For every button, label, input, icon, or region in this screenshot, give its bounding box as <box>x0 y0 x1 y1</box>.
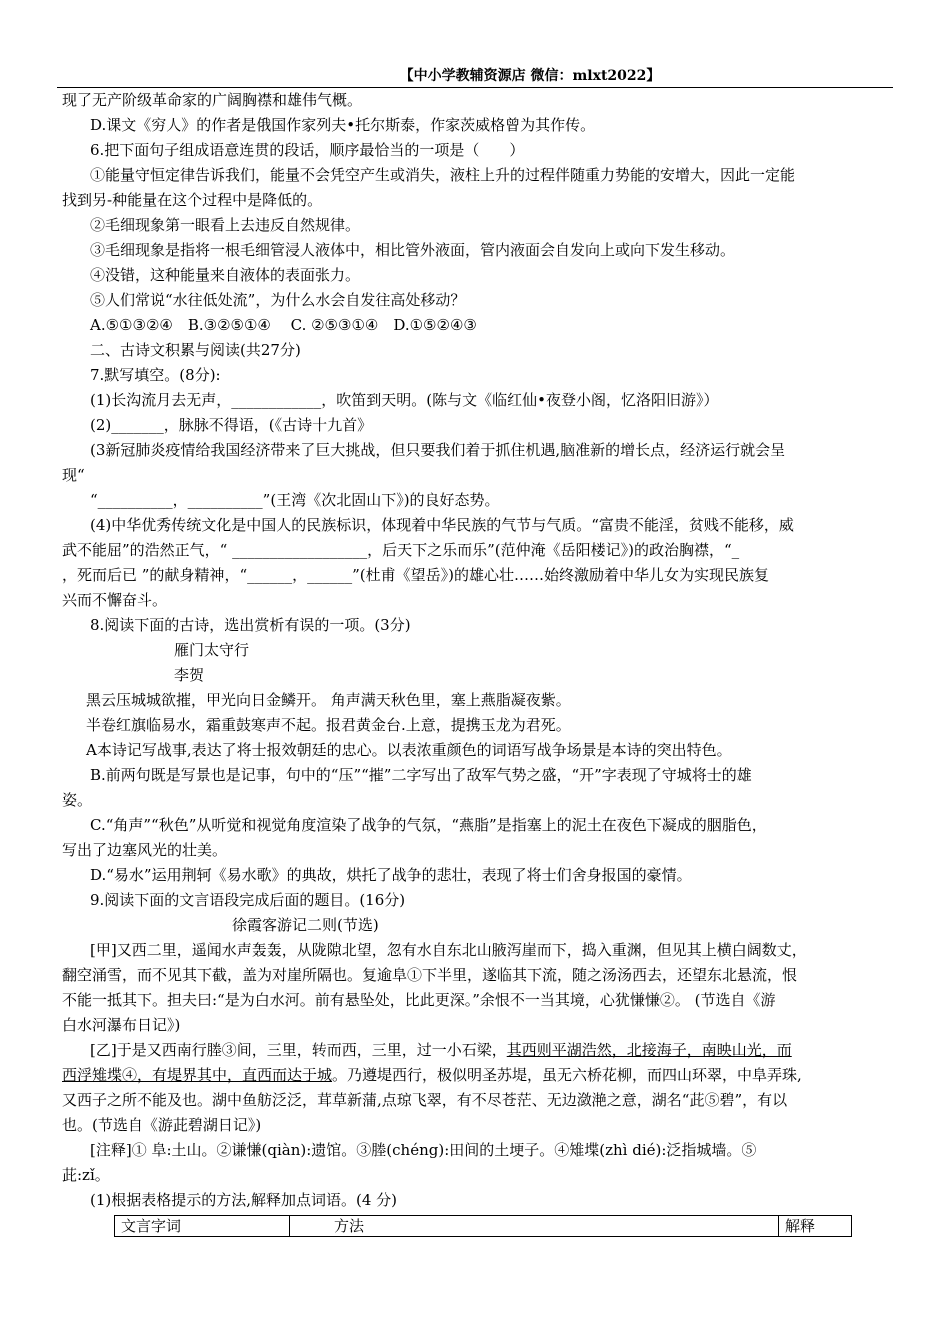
sentence-2: ②毛细现象第一眼看上去违反自然规律。 <box>90 216 361 234</box>
question-8: 8.阅读下面的古诗，选出赏析有误的一项。(3分) <box>90 616 411 634</box>
choice-c: C.“角声”“秋色”从听觉和视觉角度渲染了战争的气氛，“燕脂”是指塞上的泥土在夜色下凝成的胭脂色， <box>90 816 767 834</box>
table-header-cell: 解释 <box>779 1216 852 1237</box>
table-header-row <box>115 1216 852 1237</box>
fill-blank-4-end: 兴而不懈奋斗。 <box>62 591 168 609</box>
question-9: 9.阅读下面的文言语段完成后面的题目。(16分) <box>90 891 406 909</box>
choice-b-cont: 姿。 <box>62 791 93 809</box>
sentence-1: ①能量守恒定律告诉我们，能量不会凭空产生或消失，液柱上升的过程伴随重力势能的安增大，因此一定能 <box>90 166 796 184</box>
fill-blank-4-cont: ，死而后已 ”的献身精神，“______，______”(杜甫《望岳》)的雄心壮……始终激励着中华儿女为实现民族复 <box>62 566 769 584</box>
text-line: 现了无产阶级革命家的广阔胸襟和雄伟气概。 <box>62 91 363 109</box>
answer-table <box>114 1215 852 1237</box>
fill-blank-3-cont: 现“ <box>62 466 85 484</box>
passage-yi-end: 也。(节选自《游茈碧湖日记》) <box>62 1116 262 1134</box>
choice-d: D.“易水”运用荆轲《易水歌》的典故，烘托了战争的悲壮，表现了将士们舍身报国的豪情。 <box>90 866 692 884</box>
underlined-text: 西浮雉堞④，有堤界其中，直西而达于城 <box>62 1066 333 1084</box>
underlined-text: 其西则平湖浩然，北接海子，南映山光，而 <box>506 1041 792 1059</box>
question-6: 6.把下面句子组成语意连贯的段话，顺序最恰当的一项是（ ） <box>90 141 525 159</box>
fill-blank-4-cont: 武不能屈”的浩然正气，“ __________________，后天下之乐而乐”(范仲淹《岳阳楼记》)的政治胸襟，“_ <box>62 541 740 559</box>
option-d: D.课文《穷人》的作者是俄国作家列夫•托尔斯泰，作家茨威格曾为其作传。 <box>90 116 596 134</box>
page-header: 【中小学教辅资源店 微信：mlxt2022】 <box>399 68 661 84</box>
fill-blank-2: (2)_______，脉脉不得语，(《古诗十九首》 <box>90 416 373 434</box>
document-body <box>62 88 894 1237</box>
poem-author: 李贺 <box>174 666 205 684</box>
sentence-5: ⑤人们常说“水往低处流”，为什么水会自发往高处移动？ <box>90 291 466 309</box>
passage-jia-cont: 不能一抵其下。担夫曰:“是为白水河。前有悬坠处，比此更深。”余恨不一当其境，心犹慊慊②。 (节选自《游 <box>62 991 776 1009</box>
fill-blank-3: (3新冠肺炎疫情给我国经济带来了巨大挑战，但只要我们着于抓住机遇,脑准新的增长点，经济运行就会呈 <box>90 441 786 459</box>
passage-yi-text: 。乃遵堤西行，极似明圣苏堤，虽无六桥花柳，而四山环翠，中阜弄珠, <box>332 1066 802 1084</box>
passage-yi <box>62 1038 894 1063</box>
sentence-3: ③毛细现象是指将一根毛细管浸人液体中，相比管外液面，管内液面会自发向上或向下发生移动。 <box>90 241 736 259</box>
table-header-cell: 方法 <box>290 1216 779 1237</box>
poem-title: 雁门太守行 <box>174 641 250 659</box>
passage-yi-text: [乙]于是又西南行塍③间，三里，转而西，三里，过一小石梁， <box>90 1041 507 1059</box>
passage-jia: [甲]又西二里，遥闻水声轰轰，从陇隙北望，忽有水自东北山腋泻崖而下，捣入重渊，但见其上横白阔数丈， <box>90 941 807 959</box>
table-header-cell: 文言字词 <box>115 1216 290 1237</box>
passage-yi-cont: 又西子之所不能及也。湖中鱼舫泛泛，茸草新蒲,点琼飞翠，有不尽苍茫、无边潋滟之意，湖名“茈⑤碧”，有以 <box>62 1091 788 1109</box>
poem-line: 黑云压城城欲摧，甲光向日金鳞开。 角声满天秋色里，塞上燕脂凝夜紫。 <box>86 691 571 709</box>
section-heading: 二、古诗文积累与阅读(共27分) <box>90 341 301 359</box>
sub-question-1: (1)根据表格提示的方法,解释加点词语。(4 分) <box>90 1191 398 1209</box>
fill-blank-3-quote: “__________，__________”(王湾《次北固山下》)的良好态势。 <box>90 491 500 509</box>
notes-line: [注释]① 阜:土山。②谦慊(qiàn):遗馆。③塍(chéng):田间的土埂子。④雉堞(zhì dié):泛指城墙。⑤ <box>90 1141 757 1159</box>
answer-options: A.⑤①③②④ B.③②⑤①④ C. ②⑤③①④ D.①⑤②④③ <box>90 316 477 334</box>
passage-jia-end: 白水河瀑布日记》) <box>62 1016 181 1034</box>
passage-title: 徐霞客游记二则(节选) <box>232 916 379 934</box>
sentence-1-cont: 找到另-种能量在这个过程中是降低的。 <box>62 191 323 209</box>
fill-blank-1: (1)长沟流月去无声，____________，吹笛到天明。(陈与文《临红仙•夜登小阁，忆洛阳旧游》） <box>90 391 719 409</box>
sentence-4: ④没错，这种能量来自液体的表面张力。 <box>90 266 361 284</box>
poem-line: 半卷红旗临易水，霜重鼓寒声不起。报君黄金台.上意，提携玉龙为君死。 <box>86 716 571 734</box>
passage-jia-cont: 翻空涌雪，而不见其下截，盖为对崖所隔也。复逾阜①下半里，遂临其下流，随之汤汤西去，还望东北悬流，恨 <box>62 966 798 984</box>
choice-b: B.前两句既是写景也是记事，句中的“压”“摧”二字写出了敌军气势之盛，“开”字表现了守城将士的雄 <box>90 766 752 784</box>
notes-line-cont: 茈:zǐ。 <box>62 1166 110 1184</box>
passage-yi-cont <box>62 1063 894 1088</box>
question-7: 7.默写填空。(8分): <box>90 366 221 384</box>
choice-c-cont: 写出了边塞风光的壮美。 <box>62 841 228 859</box>
choice-a: A本诗记写战事,表达了将士报效朝廷的忠心。以表浓重颜色的词语写战争场景是本诗的突出特色。 <box>86 741 732 759</box>
fill-blank-4: (4)中华优秀传统文化是中国人的民族标识，体现着中华民族的气节与气质。“富贵不能淫，贫贱不能移，威 <box>90 516 794 534</box>
